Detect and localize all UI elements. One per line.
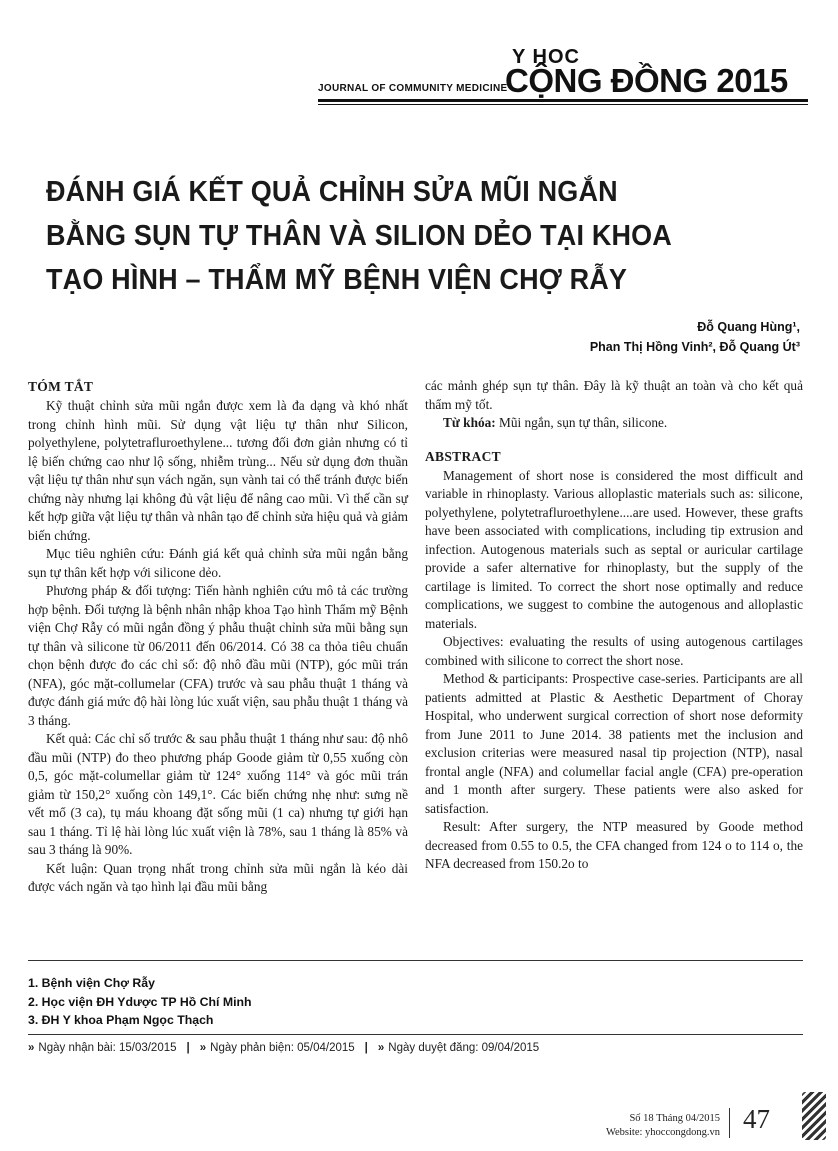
masthead-yhoc: Y HOC bbox=[512, 46, 580, 68]
masthead-brand: CỘNG ĐỒNG 2015 bbox=[505, 62, 788, 99]
date-separator: | bbox=[364, 1042, 368, 1054]
double-chevron-icon: » bbox=[199, 1042, 207, 1054]
author-line: Phan Thị Hồng Vinh², Đỗ Quang Út³ bbox=[589, 340, 800, 354]
result-paragraph: Kết quả: Các chỉ số trước & sau phẫu thuật 1 tháng như sau: độ nhô đầu mũi (NTP) đo theo phương pháp Goode giảm từ 0,55 xuống còn 0,5, góc mặt-columellar giảm từ 124° xuống 114° và góc mũi trán giảm từ 150,2° xuống còn 149,1°. Các biến chứng nhẹ như: sưng nề vết mổ (3 ca), tụ máu khoang đặt sống mũi (1 ca) nhưng tự giới hạn sau 1 tháng. Tỉ lệ hài lòng lúc xuất viện là 78%, sau 1 tháng là 85% và sau 3 tháng là 90%. bbox=[28, 731, 408, 857]
title-line: TẠO HÌNH – THẨM MỸ BỆNH VIỆN CHỢ RẪY bbox=[46, 264, 628, 296]
review-date: Ngày phản biện: 05/04/2015 bbox=[210, 1042, 355, 1054]
article-title bbox=[46, 170, 753, 302]
masthead-journal-name: JOURNAL OF COMMUNITY MEDICINE bbox=[318, 83, 508, 94]
right-column bbox=[425, 377, 803, 874]
left-column bbox=[28, 377, 408, 897]
dates-divider bbox=[28, 1034, 803, 1035]
affiliation-list bbox=[28, 974, 252, 1030]
method-paragraph: Phương pháp & đối tượng: Tiến hành nghiên cứu mô tả các trường hợp bệnh. Đối tượng là bệnh nhân nhập khoa Tạo hình Thẩm mỹ Bệnh viện Chợ Rẫy có mũi ngắn đồng ý phẫu thuật chỉnh sửa mũi bằng sụn tự thân và silicone từ 06/2011 đến 06/2014. Có 38 ca thỏa tiêu chuẩn chọn bệnh được đo các chỉ số: độ nhô đầu mũi (NTP), góc mũi trán (NFA), góc mặt-collumelar (CFA) trước và sau phẫu thuật 1 tháng và được đánh giá mức độ hài lòng lúc xuất viện, sau phẫu thuật 1 tháng và 3 tháng. bbox=[28, 583, 408, 728]
masthead-rule bbox=[318, 99, 808, 102]
received-date: Ngày nhận bài: 15/03/2015 bbox=[38, 1042, 177, 1054]
abstract-method: Method & participants: Prospective case-series. Participants are all patients admitted at Plastic & Aesthetic Department of Choray Hospital, who underwent surgical correction of short nose deformity from June 2011 to June 2014. 38 patients met the inclusion and exclusion criterias were measured nasal tip projection (NTP), nasal frontal angle (NFA) and columellar facial angle (CFA) pre-operation and 1 month after surgery. These patients were also asked for satisfaction. bbox=[425, 671, 803, 816]
double-chevron-icon: » bbox=[28, 1042, 35, 1054]
affiliation-item: 3. ĐH Y khoa Phạm Ngọc Thạch bbox=[28, 1013, 214, 1027]
summary-heading: TÓM TẮT bbox=[28, 379, 94, 394]
footer-divider bbox=[729, 1108, 730, 1138]
date-separator: | bbox=[186, 1042, 190, 1054]
affiliation-item: 2. Học viện ĐH Ydược TP Hồ Chí Minh bbox=[28, 994, 252, 1009]
corner-ornament-icon bbox=[802, 1092, 826, 1140]
conclusion-continuation: các mảnh ghép sụn tự thân. Đây là kỹ thuật an toàn và cho kết quả thẩm mỹ tốt. bbox=[425, 378, 803, 412]
abstract-result: Result: After surgery, the NTP measured by Goode method decreased from 0.55 to 0.5, the CFA changed from 124 o to 114 o, the NFA decreased from 150.2o to bbox=[425, 819, 803, 871]
title-line: ĐÁNH GIÁ KẾT QUẢ CHỈNH SỬA MŨI NGẮN bbox=[46, 176, 618, 208]
masthead bbox=[0, 0, 838, 110]
author-line: Đỗ Quang Hùng¹, bbox=[697, 320, 800, 334]
abstract-heading: ABSTRACT bbox=[425, 448, 501, 464]
objective-paragraph: Mục tiêu nghiên cứu: Đánh giá kết quả chỉnh sửa mũi ngắn bằng sụn tự thân kết hợp với silicone dẻo. bbox=[28, 546, 408, 580]
page-number: 47 bbox=[743, 1104, 770, 1134]
abstract-objectives: Objectives: evaluating the results of using autogenous cartilages combined with silicone to correct the short nose. bbox=[425, 634, 803, 668]
affiliation-item: 1. Bệnh viện Chợ Rẫy bbox=[28, 976, 155, 990]
double-chevron-icon: » bbox=[377, 1042, 385, 1054]
website-link[interactable]: Website: yhoccongdong.vn bbox=[605, 1127, 720, 1138]
keywords-paragraph bbox=[425, 414, 803, 433]
author-list bbox=[590, 317, 800, 357]
masthead-rule-thin bbox=[318, 104, 808, 105]
issue-number: Số 18 Tháng 04/2015 bbox=[629, 1113, 720, 1124]
affiliation-divider bbox=[28, 960, 803, 961]
footer-issue-info bbox=[606, 1112, 720, 1140]
summary-paragraph: Kỹ thuật chỉnh sửa mũi ngắn được xem là đa dạng và khó nhất trong chỉnh hình mũi. Sử dụng vật liệu tự thân như Silicon, polyethylene, polytetrafluroethylene... tương đối đơn giản nhưng có tỉ lệ biến chứng cao như lộ sống, nhiễm trùng... Nếu sử dụng đơn thuần vật liệu tự thân như sụn vách ngăn, sụn vành tai có thể tránh được biến chứng này nhưng lại không đủ vật liệu để nâng cao mũi. Vì thế cần sự kết hợp giữa vật liệu tự thân và nhân tạo để chỉnh sửa hiệu quả và giảm biến chứng. bbox=[28, 398, 408, 543]
keywords-label: Từ khóa: bbox=[443, 415, 496, 430]
abstract-paragraph: Management of short nose is considered the most difficult and variable in rhinoplasty. Various alloplastic materials such as: silicone, polyethylene, polytetrafluroethylene....are used. However, these grafts have been associated with complications, including tip extrusion and infection. Autogenous materials such as septal or auricular cartilage provide a safer alternative for rhinoplasty, but the supply of the cartilage is limited. To correct the short nose optimally and reduce complications, we suggest to combine the autogenous and alloplastic materials. bbox=[425, 467, 803, 631]
conclusion-paragraph: Kết luận: Quan trọng nhất trong chỉnh sửa mũi ngắn là kéo dài được vách ngăn và tạo hình lại đầu mũi bằng bbox=[28, 860, 408, 894]
title-line: BẰNG SỤN TỰ THÂN VÀ SILION DẺO TẠI KHOA bbox=[46, 220, 672, 252]
article-dates bbox=[28, 1042, 539, 1054]
keywords-text: Mũi ngắn, sụn tự thân, silicone. bbox=[495, 415, 668, 430]
accepted-date: Ngày duyệt đăng: 09/04/2015 bbox=[388, 1042, 540, 1054]
